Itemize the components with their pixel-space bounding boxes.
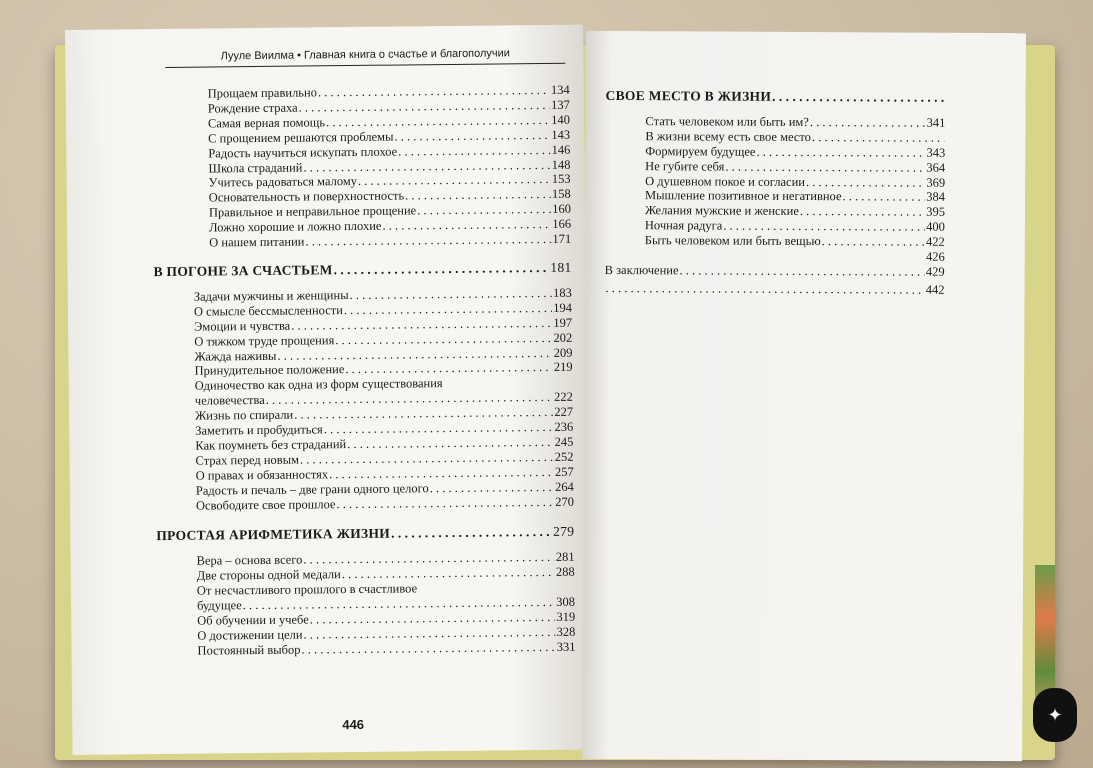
running-head: Лууле Виилма • Главная книга о счастье и благополучии xyxy=(220,47,510,63)
toc-entry: О душевном покое и согласии . . . 369 xyxy=(605,173,945,190)
toc-entry: Мышление позитивное и негативное . . . 384 xyxy=(605,188,945,205)
toc-entry: Прощаем правильно . . . 134 xyxy=(152,83,570,102)
toc-entry: О смысле бессмысленности . . . 194 xyxy=(154,300,572,319)
toc-entry: О тяжком труде прощения . . . 202 xyxy=(154,330,572,349)
toc-entry: Страх перед новым . . . 252 xyxy=(155,450,573,469)
toc-entry: Школа страданий . . . 148 xyxy=(152,157,570,176)
toc-entry: Быть человеком или быть вещью . . . 422 xyxy=(605,233,945,250)
toc-group-2b xyxy=(155,405,574,514)
toc-entry: Желания мужские и женские . . . 395 xyxy=(605,203,945,220)
toc-right xyxy=(605,89,946,298)
toc-entry-wrapped: Одиночество как одна из форм существования человечества . . . 222 xyxy=(155,375,573,409)
toc-entry: О достижении цели . . . 328 xyxy=(157,625,575,644)
toc-entry: Ночная радуга . . . 400 xyxy=(605,218,945,235)
toc-entry: Радость и печаль – две грани одного целого . . . 264 xyxy=(156,479,574,498)
toc-entry: Стать человеком или быть им? . . . 341 xyxy=(605,114,945,131)
toc-entry: Вера – основа всего . . . 281 xyxy=(156,550,574,569)
right-page xyxy=(582,31,1026,761)
toc-group-4 xyxy=(605,114,946,250)
toc-entry: Жажда наживы . . . 209 xyxy=(154,345,572,364)
toc-entry-wrapped: От несчастливого прошлого в счастливое будущее . . . 308 xyxy=(157,580,575,614)
toc-entry: 426 xyxy=(925,249,945,264)
toc-group-2 xyxy=(154,286,573,380)
toc-entry: Жизнь по спирали . . . 227 xyxy=(155,405,573,424)
toc-entry: Принудительное положение . . . 219 xyxy=(155,360,573,379)
page-number: 446 xyxy=(342,716,365,733)
toc-section-heading: СВОЕ МЕСТО В ЖИЗНИ . . . xyxy=(606,89,946,106)
toc-entry: О нашем питании . . . 171 xyxy=(153,232,571,251)
toc-entry: Задачи мужчины и женщины . . . 183 xyxy=(154,286,572,305)
toc-entry: Не губите себя . . . 364 xyxy=(605,159,945,176)
toc-entry-conclusion: В заключение . . . 429 xyxy=(605,263,945,280)
toc-entry: Две стороны одной медали . . . 288 xyxy=(157,565,575,584)
toc-group-3b xyxy=(157,610,575,659)
toc-entry-final: . . . 442 xyxy=(605,281,945,298)
toc-section-heading: В ПОГОНЕ ЗА СЧАСТЬЕМ . . . 181 xyxy=(153,261,571,280)
toc-entry: Об обучении и учебе . . . 319 xyxy=(157,610,575,629)
toc-entry: Рождение страха . . . 137 xyxy=(152,98,570,117)
toc-entry: Самая верная помощь . . . 140 xyxy=(152,113,570,132)
toc-entry: С прощением решаются проблемы . . . 143 xyxy=(152,127,570,146)
toc-left xyxy=(152,83,576,659)
toc-entry: Учитесь радоваться малому . . . 153 xyxy=(153,172,571,191)
toc-entry: Как поумнеть без страданий . . . 245 xyxy=(155,435,573,454)
toc-entry: Формируем будущее . . . 343 xyxy=(605,144,945,161)
header-rule xyxy=(165,63,565,68)
toc-entry: О правах и обязанностях . . . 257 xyxy=(156,464,574,483)
toc-entry: Постоянный выбор . . . 331 xyxy=(157,640,575,659)
toc-entry: Освободите свое прошлое . . . 270 xyxy=(156,494,574,513)
toc-entry: Правильное и неправильное прощение . . . 160 xyxy=(153,202,571,221)
toc-entry: Радость научиться искупать плохое . . . 146 xyxy=(152,142,570,161)
toc-entry: Заметить и пробудиться . . . 236 xyxy=(155,420,573,439)
toc-entry: Эмоции и чувства . . . 197 xyxy=(154,315,572,334)
left-page xyxy=(65,25,591,755)
toc-entry: Основательность и поверхностность . . . 158 xyxy=(153,187,571,206)
toc-section-heading: ПРОСТАЯ АРИФМЕТИКА ЖИЗНИ . . . 279 xyxy=(156,525,574,544)
toc-entry: В жизни всему есть свое место . . . xyxy=(605,129,945,146)
toc-group-1 xyxy=(152,83,572,251)
toc-group-3 xyxy=(156,550,574,584)
toc-entry: Ложно хорошие и ложно плохие . . . 166 xyxy=(153,217,571,236)
watermark-logo: ✦ xyxy=(1033,688,1077,742)
